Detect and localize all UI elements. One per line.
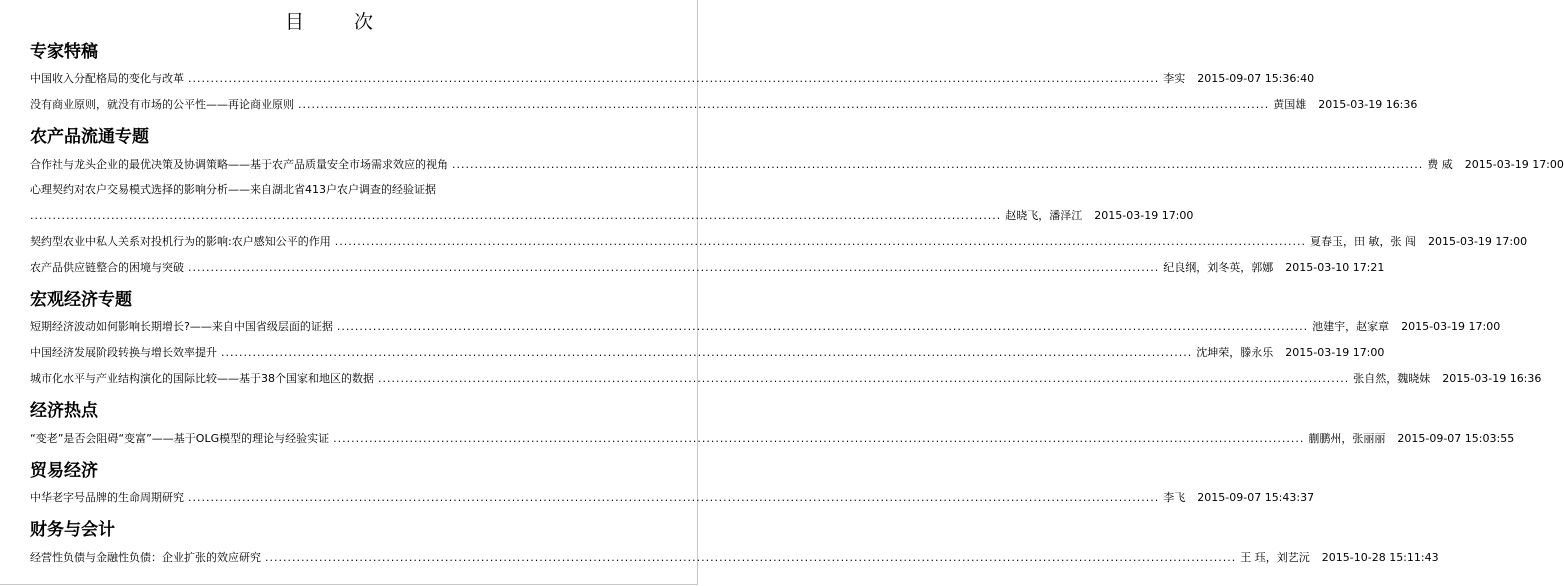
toc-entry[interactable]	[30, 70, 1315, 88]
section-heading-expert: 专家特稿	[30, 42, 98, 62]
entry-date: 2015-03-19 17:00	[1285, 346, 1385, 359]
toc-entry[interactable]	[30, 489, 1315, 507]
entry-date: 2015-09-07 15:43:37	[1197, 491, 1315, 504]
entry-author: 费 威	[1427, 158, 1453, 171]
entry-date: 2015-10-28 15:11:43	[1321, 551, 1439, 564]
entry-author: 蒯鹏州，张丽丽	[1308, 432, 1386, 445]
entry-title[interactable]: 心理契约对农户交易模式选择的影响分析——来自湖北省413户农户调查的经验证据	[30, 183, 436, 196]
entry-author: 赵晓飞，潘泽江	[1005, 209, 1083, 222]
dot-leader: ........................................................................................................................................................................................................................	[30, 209, 1002, 222]
toc-entry[interactable]	[30, 259, 1385, 277]
toc-entry[interactable]	[30, 156, 1564, 174]
entry-author: 纪良纲，刘冬英，郭娜	[1163, 261, 1274, 274]
entry-author: 池建宇，赵家章	[1312, 320, 1390, 333]
dot-leader: ........................................................................................................................................................................................................................	[221, 346, 1193, 359]
dot-leader: ........................................................................................................................................................................................................................	[188, 72, 1160, 85]
entry-title[interactable]: 短期经济波动如何影响长期增长?——来自中国省级层面的证据	[30, 320, 333, 333]
toc-entry[interactable]	[30, 370, 1542, 388]
entry-author: 黄国雄	[1273, 98, 1307, 111]
toc-entry[interactable]	[30, 549, 1439, 567]
dot-leader: ........................................................................................................................................................................................................................	[378, 372, 1350, 385]
section-heading-trade: 贸易经济	[30, 461, 98, 481]
section-heading-agri: 农产品流通专题	[30, 127, 149, 147]
dot-leader: ........................................................................................................................................................................................................................	[334, 235, 1306, 248]
entry-date: 2015-03-10 17:21	[1285, 261, 1385, 274]
entry-title[interactable]: 契约型农业中私人关系对投机行为的影响:农户感知公平的作用	[30, 235, 331, 248]
section-heading-finance: 财务与会计	[30, 520, 115, 540]
dot-leader: ........................................................................................................................................................................................................................	[265, 551, 1237, 564]
entry-title[interactable]: “变老”是否会阻碍“变富”——基于OLG模型的理论与经验实证	[30, 432, 330, 445]
toc-entry[interactable]	[30, 233, 1528, 251]
toc-entry[interactable]	[30, 318, 1501, 336]
entry-title[interactable]: 经营性负债与金融性负债：企业扩张的效应研究	[30, 551, 261, 564]
section-heading-hotspot: 经济热点	[30, 401, 98, 421]
entry-title[interactable]: 合作社与龙头企业的最优决策及协调策略——基于农产品质量安全市场需求效应的视角	[30, 158, 448, 171]
toc-entry[interactable]	[30, 430, 1515, 448]
entry-date: 2015-03-19 17:00	[1427, 235, 1528, 248]
entry-author: 夏春玉，田 敏，张 闯	[1309, 235, 1416, 248]
entry-date: 2015-03-19 16:36	[1318, 98, 1418, 111]
entry-title[interactable]: 中国经济发展阶段转换与增长效率提升	[30, 346, 217, 359]
entry-author: 张自然，魏晓妹	[1353, 372, 1431, 385]
toc-entry[interactable]	[30, 207, 1194, 225]
entry-author: 沈坤荣，滕永乐	[1196, 346, 1274, 359]
entry-title[interactable]: 中国收入分配格局的变化与改革	[30, 72, 184, 85]
dot-leader: ........................................................................................................................................................................................................................	[298, 98, 1270, 111]
section-heading-macro: 宏观经济专题	[30, 290, 132, 310]
dot-leader: ........................................................................................................................................................................................................................	[188, 491, 1160, 504]
dot-leader: ........................................................................................................................................................................................................................	[452, 158, 1424, 171]
entry-date: 2015-03-19 16:36	[1442, 372, 1542, 385]
entry-title[interactable]: 没有商业原则，就没有市场的公平性——再论商业原则	[30, 98, 294, 111]
entry-date: 2015-09-07 15:36:40	[1197, 72, 1315, 85]
entry-date: 2015-03-19 17:00	[1094, 209, 1194, 222]
entry-date: 2015-03-19 17:00	[1401, 320, 1501, 333]
entry-title[interactable]: 城市化水平与产业结构演化的国际比较——基于38个国家和地区的数据	[30, 372, 374, 385]
dot-leader: ........................................................................................................................................................................................................................	[188, 261, 1160, 274]
entry-author: 李实	[1163, 72, 1186, 85]
entry-date: 2015-03-19 17:00	[1464, 158, 1564, 171]
dot-leader: ........................................................................................................................................................................................................................	[333, 432, 1305, 445]
toc-entry[interactable]	[30, 344, 1385, 362]
entry-date: 2015-09-07 15:03:55	[1397, 432, 1515, 445]
toc-entry[interactable]	[30, 96, 1418, 114]
dot-leader: ........................................................................................................................................................................................................................	[336, 320, 1309, 333]
entry-title[interactable]: 农产品供应链整合的困境与突破	[30, 261, 184, 274]
entry-author: 王 珏，刘艺沅	[1240, 551, 1310, 564]
entry-title[interactable]: 中华老字号品牌的生命周期研究	[30, 491, 184, 504]
entry-author: 李飞	[1163, 491, 1186, 504]
page-title: 目 次	[284, 11, 396, 33]
